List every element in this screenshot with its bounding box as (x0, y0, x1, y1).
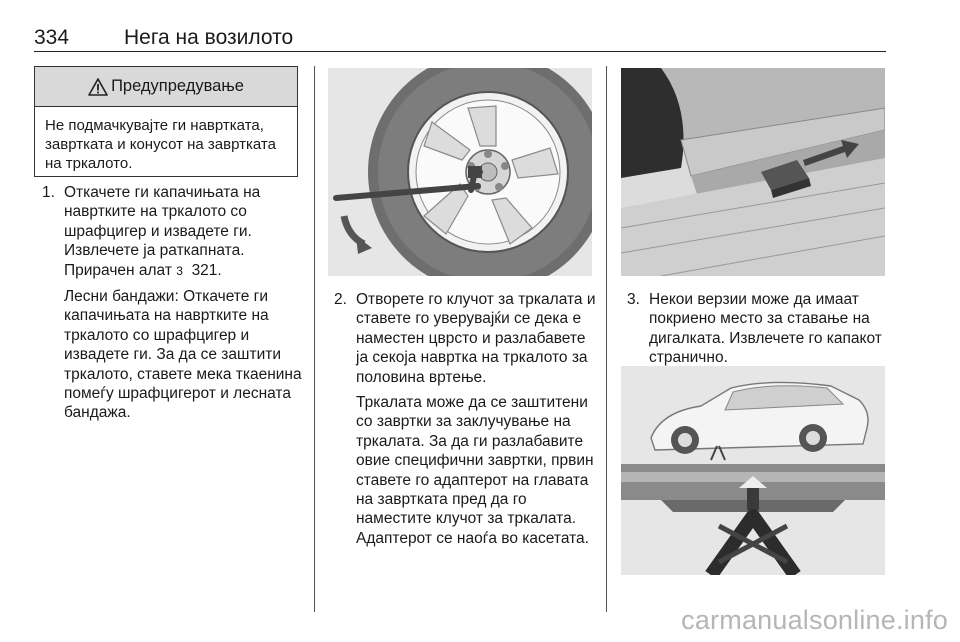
step-number: 2. (334, 291, 347, 308)
step-text: Некои верзии може да имаат покриено место за ставање на дигалката. Извлечете го капакот странично. (649, 291, 882, 367)
step-text: Отворете го клучот за тркалата и ставете го уверувајќи се дека е наместен цврсто и разлабавете ја секоја навртка на тркалото за половина вртење. (356, 291, 596, 386)
warning-text: Не подмачкувајте ги навртката, завртката и конусот на завртката на тркалото. (45, 117, 276, 172)
step-note: Тркалата може да се заштитени со завртки за заклучување на тркалата. За да ги разлабавите овие специфични завртки, првин ставете го адаптерот на главата на завртката пред да го наместите клучот за тркалата. Адаптерот се наоѓа во касетата. (356, 394, 594, 547)
car-jack-position-illustration (621, 366, 885, 575)
step-text (64, 183, 304, 281)
step-note: Лесни бандажи: Откачете ги капачињата на навртките на тркалото со шрафцигер и извадете ги. За да се заштити тркалото, ставете мека ткаенина помеѓу шрафцигерот и лесната бандажа. (64, 288, 302, 422)
step-number: 3. (627, 291, 640, 308)
page-number: 334 (34, 26, 70, 49)
section-title: Нега на возилото (124, 26, 294, 49)
column-divider (606, 66, 607, 612)
step-number: 1. (42, 184, 55, 201)
step-2 (334, 290, 596, 548)
watermark: carmanualsonline.info (681, 605, 948, 635)
column-divider (314, 66, 315, 612)
step-1 (42, 183, 304, 423)
jack-point-cover-illustration (621, 68, 885, 276)
warning-box (34, 66, 298, 177)
warning-triangle-icon (88, 78, 108, 96)
warning-header (35, 67, 297, 107)
warning-title: Предупредување (111, 77, 244, 95)
page-header (34, 22, 886, 52)
page-reference: 321. (191, 261, 222, 279)
page-reference-arrow-icon: 3 (176, 263, 183, 278)
step-text-body: Откачете ги капачињата на навртките на тркалото со шрафцигер и извадете ги. Извлечете ја раткапната. Прирачен алат (64, 184, 261, 279)
wheel-wrench-illustration (328, 68, 592, 276)
step-3 (627, 290, 885, 368)
